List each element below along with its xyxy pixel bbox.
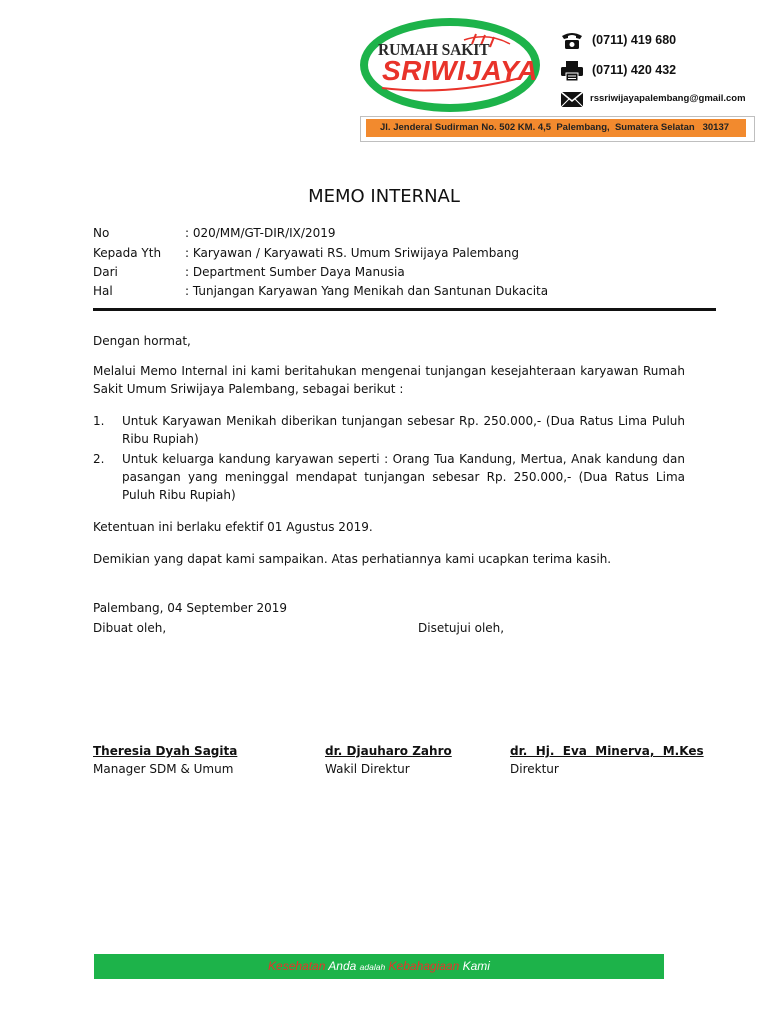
fax-number: (0711) 420 432 (592, 63, 677, 77)
meta-value-no: : 020/MM/GT-DIR/IX/2019 (185, 226, 336, 240)
meta-value-subject: : Tunjangan Karyawan Yang Menikah dan Santunan Dukacita (185, 284, 549, 298)
signatory-position-vice-director: Wakil Direktur (325, 762, 410, 776)
list-item-text: Untuk Karyawan Menikah diberikan tunjangan sebesar Rp. 250.000,- (Dua Ratus Lima Puluh Ribu Rupiah) (122, 414, 685, 446)
telephone-icon (560, 30, 584, 50)
meta-label-to: Kepada Yth (93, 246, 162, 260)
meta-value-from: : Department Sumber Daya Manusia (185, 265, 405, 279)
place-date: Palembang, 04 September 2019 (93, 601, 288, 615)
signatory-position-director: Direktur (510, 762, 559, 776)
slogan-word: Kesehatan (268, 959, 326, 973)
slogan-word: Kebahagiaan (388, 959, 460, 973)
signatory-name-manager: Theresia Dyah Sagita (93, 744, 238, 758)
slogan-word: Kami (462, 959, 490, 973)
slogan-word: Anda (328, 959, 357, 973)
made-by-label: Dibuat oleh, (93, 621, 167, 635)
address-bar: Jl. Jenderal Sudirman No. 502 KM. 4,5 Palembang, Sumatera Selatan 30137 (366, 119, 746, 137)
logo-main-text: SRIWIJAYA (382, 55, 538, 86)
header-divider (93, 308, 716, 311)
signatory-position-manager: Manager SDM & Umum (93, 762, 234, 776)
slogan-word: adalah (359, 962, 386, 972)
list-item-number: 2. (93, 452, 105, 466)
signatory-name-vice-director: dr. Djauharo Zahro (325, 744, 452, 758)
printer-icon (560, 61, 584, 81)
signatory-name-director: dr. Hj. Eva Minerva, M.Kes (510, 744, 704, 758)
greeting: Dengan hormat, (93, 334, 191, 348)
meta-value-to: : Karyawan / Karyawati RS. Umum Sriwijaya Palembang (185, 246, 519, 260)
logo-top-text: RUMAH SAKIT (378, 40, 490, 59)
effective-date-text: Ketentuan ini berlaku efektif 01 Agustus 2019. (93, 520, 373, 534)
envelope-icon (560, 90, 584, 110)
email-address: rssriwijayapalembang@gmail.com (590, 93, 746, 104)
list-item-number: 1. (93, 414, 105, 428)
list-item-text: Untuk keluarga kandung karyawan seperti : Orang Tua Kandung, Mertua, Anak kandung dan pasangan yang meninggal mendapat tunjangan sebesar Rp. 250.000,- (Dua Ratus Lima Puluh Ribu Rupiah) (122, 452, 685, 502)
phone-number: (0711) 419 680 (592, 33, 677, 47)
intro-paragraph: Melalui Memo Internal ini kami beritahukan mengenai tunjangan kesejahteraan karyawan Rumah Sakit Umum Sriwijaya Palembang, sebagai berikut : (93, 364, 685, 396)
memo-title: MEMO INTERNAL (308, 186, 460, 207)
meta-label-subject: Hal (93, 284, 113, 298)
approved-by-label: Disetujui oleh, (418, 621, 505, 635)
meta-label-no: No (93, 226, 110, 240)
meta-label-from: Dari (93, 265, 118, 279)
closing-text: Demikian yang dapat kami sampaikan. Atas perhatiannya kami ucapkan terima kasih. (93, 552, 612, 566)
footer-slogan (94, 954, 664, 979)
